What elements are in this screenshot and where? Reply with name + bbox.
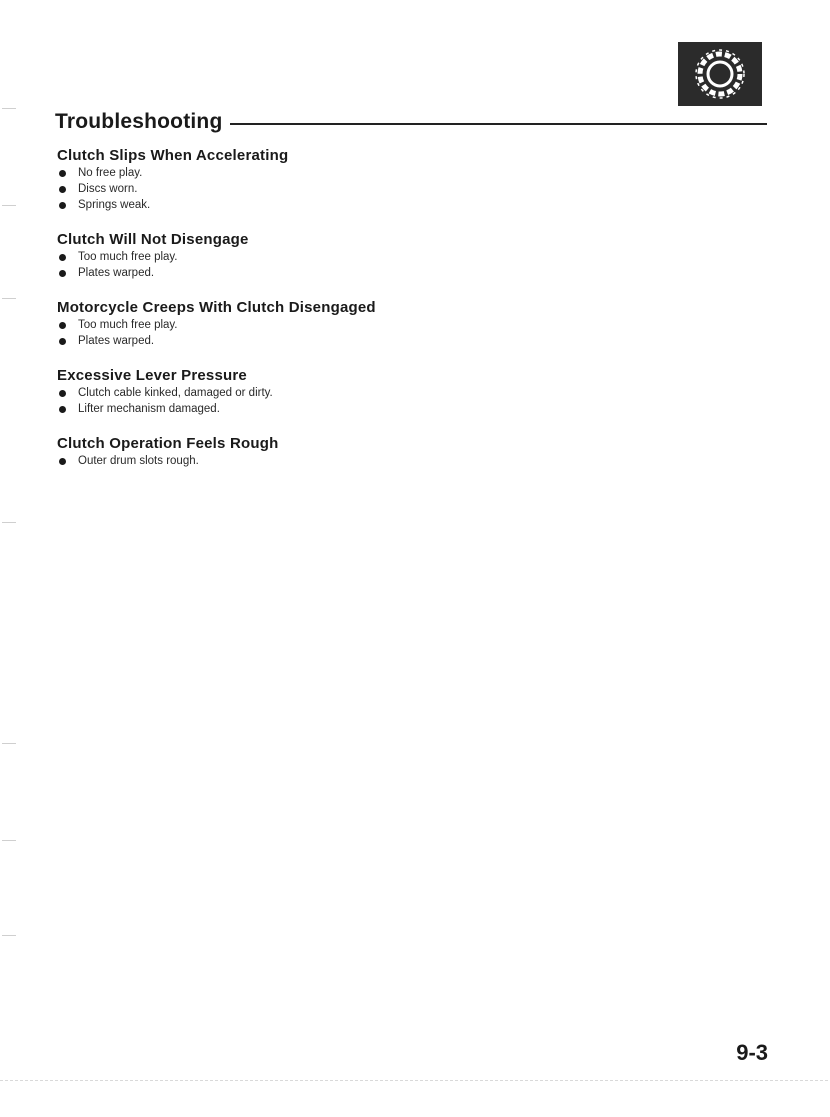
bullet-icon [59,186,66,193]
section-motorcycle-creeps [57,299,757,349]
list-item-text: No free play. [78,167,143,179]
bullet-icon [59,322,66,329]
list-item-text: Lifter mechanism damaged. [78,403,220,415]
bullet-icon [59,254,66,261]
title-row [55,110,767,134]
bullet-icon [59,390,66,397]
section-will-not-disengage [57,231,757,281]
section-excessive-lever-pressure [57,367,757,417]
section-heading: Clutch Slips When Accelerating [57,147,289,164]
bullet-icon [59,458,66,465]
list-item-text: Springs weak. [78,199,151,211]
bullet-icon [59,170,66,177]
section-heading: Clutch Will Not Disengage [57,231,249,248]
bullet-icon [59,202,66,209]
page-title: Troubleshooting [55,110,223,133]
list-item-text: Too much free play. [78,319,178,331]
scan-margin-mark [2,840,16,841]
list-item [57,317,757,333]
list-item [57,249,757,265]
bullet-list [57,165,757,213]
bullet-icon [59,406,66,413]
bullet-icon [59,270,66,277]
list-item [57,453,757,469]
list-item-text: Outer drum slots rough. [78,455,199,467]
list-item [57,197,757,213]
list-item [57,385,757,401]
list-item-text: Too much free play. [78,251,178,263]
bullet-list [57,249,757,281]
section-operation-rough [57,435,757,469]
scan-margin-mark [2,743,16,744]
bullet-list [57,385,757,417]
section-heading: Motorcycle Creeps With Clutch Disengaged [57,299,376,316]
bullet-list [57,453,757,469]
page-number: 9-3 [736,1040,768,1065]
scan-margin-mark [2,205,16,206]
bullet-icon [59,338,66,345]
clutch-plate-icon [678,42,762,106]
list-item [57,401,757,417]
scan-margin-mark [2,522,16,523]
section-clutch-slips [57,147,757,213]
list-item-text: Plates warped. [78,335,155,347]
section-heading: Excessive Lever Pressure [57,367,247,384]
scan-margin-mark [2,935,16,936]
title-rule [230,123,767,125]
scan-margin-mark [2,298,16,299]
list-item [57,181,757,197]
list-item-text: Clutch cable kinked, damaged or dirty. [78,387,273,399]
bullet-list [57,317,757,349]
list-item-text: Plates warped. [78,267,155,279]
list-item [57,165,757,181]
troubleshooting-sections [57,147,757,487]
scan-bottom-line [0,1080,830,1081]
section-heading: Clutch Operation Feels Rough [57,435,279,452]
list-item-text: Discs worn. [78,183,138,195]
list-item [57,265,757,281]
list-item [57,333,757,349]
scan-margin-mark [2,108,16,109]
